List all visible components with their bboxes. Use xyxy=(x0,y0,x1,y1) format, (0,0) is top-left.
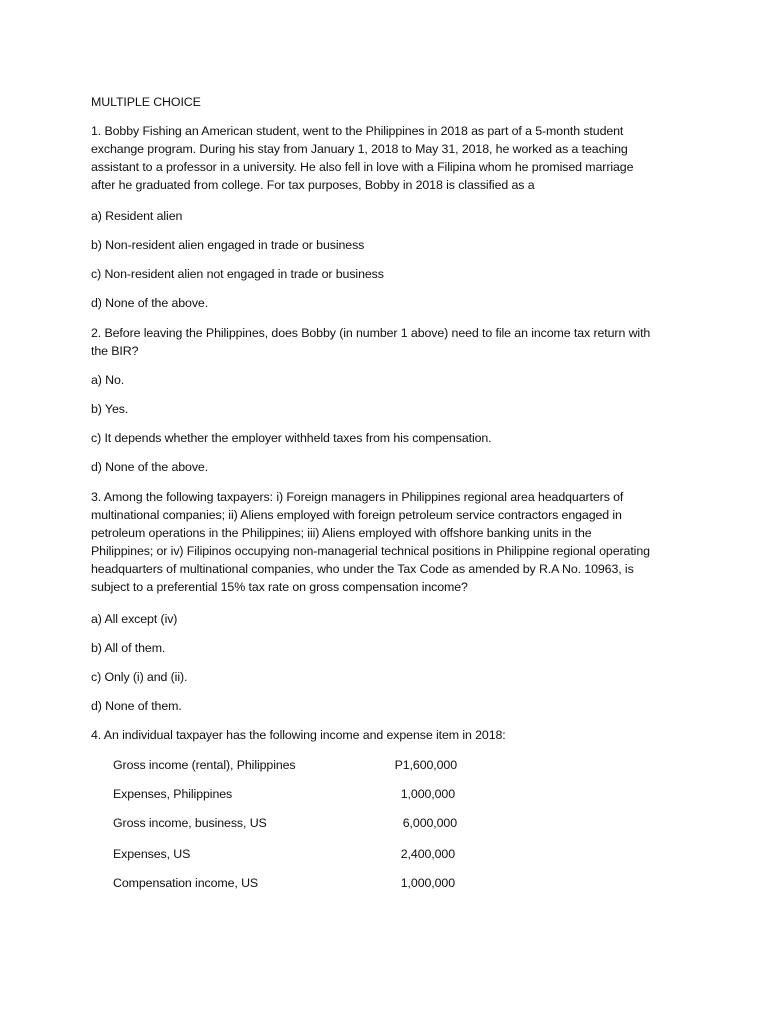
question-3-line: headquarters of multinational companies, who under the Tax Code as amended by R.A No. 10963, is xyxy=(91,562,634,576)
section-heading: MULTIPLE CHOICE xyxy=(91,95,201,109)
question-1-line: assistant to a professor in a university. He also fell in love with a Filipina whom he promised marriage xyxy=(91,160,634,174)
income-table-label: Gross income, business, US xyxy=(113,816,267,830)
question-3-option-a: a) All except (iv) xyxy=(91,612,178,626)
question-3-line: petroleum operations in the Philippines; iii) Aliens employed with offshore banking units in the xyxy=(91,526,592,540)
question-2-line: 2. Before leaving the Philippines, does Bobby (in number 1 above) need to file an income tax return with xyxy=(91,326,651,340)
question-4-line: 4. An individual taxpayer has the following income and expense item in 2018: xyxy=(91,728,506,742)
income-table-label: Expenses, US xyxy=(113,847,191,861)
question-1-option-b: b) Non-resident alien engaged in trade or business xyxy=(91,238,365,252)
question-3-option-d: d) None of them. xyxy=(91,699,182,713)
question-3-line: Philippines; or iv) Filipinos occupying non-managerial technical positions in Philippine regional operating xyxy=(91,544,650,558)
income-table-value: 1,000,000 xyxy=(400,787,455,801)
question-3-line: subject to a preferential 15% tax rate on gross compensation income? xyxy=(91,580,468,594)
question-2-option-b: b) Yes. xyxy=(91,402,129,416)
income-table-label: Expenses, Philippines xyxy=(113,787,233,801)
question-1-option-c: c) Non-resident alien not engaged in trade or business xyxy=(91,267,384,281)
question-1-line: exchange program. During his stay from January 1, 2018 to May 31, 2018, he worked as a teaching xyxy=(91,142,628,156)
question-1-option-a: a) Resident alien xyxy=(91,209,183,223)
question-2-line: the BIR? xyxy=(91,344,139,358)
question-1-line: 1. Bobby Fishing an American student, went to the Philippines in 2018 as part of a 5-month student xyxy=(91,124,624,138)
question-3-option-b: b) All of them. xyxy=(91,641,166,655)
income-table-value: 1,000,000 xyxy=(400,876,455,890)
income-table-label: Gross income (rental), Philippines xyxy=(113,758,296,772)
income-table-label: Compensation income, US xyxy=(113,876,259,890)
question-2-option-a: a) No. xyxy=(91,373,125,387)
question-1-option-d: d) None of the above. xyxy=(91,296,209,310)
income-table-value: P1,600,000 xyxy=(394,758,457,772)
question-3-option-c: c) Only (i) and (ii). xyxy=(91,670,188,684)
income-table-value: 6,000,000 xyxy=(402,816,457,830)
question-1-line: after he graduated from college. For tax purposes, Bobby in 2018 is classified as a xyxy=(91,178,535,192)
question-3-line: multinational companies; ii) Aliens employed with foreign petroleum service contractors engaged in xyxy=(91,508,622,522)
question-3-line: 3. Among the following taxpayers: i) Foreign managers in Philippines regional area headquarters of xyxy=(91,490,624,504)
income-table-value: 2,400,000 xyxy=(400,847,455,861)
question-2-option-c: c) It depends whether the employer withheld taxes from his compensation. xyxy=(91,431,492,445)
question-2-option-d: d) None of the above. xyxy=(91,460,209,474)
